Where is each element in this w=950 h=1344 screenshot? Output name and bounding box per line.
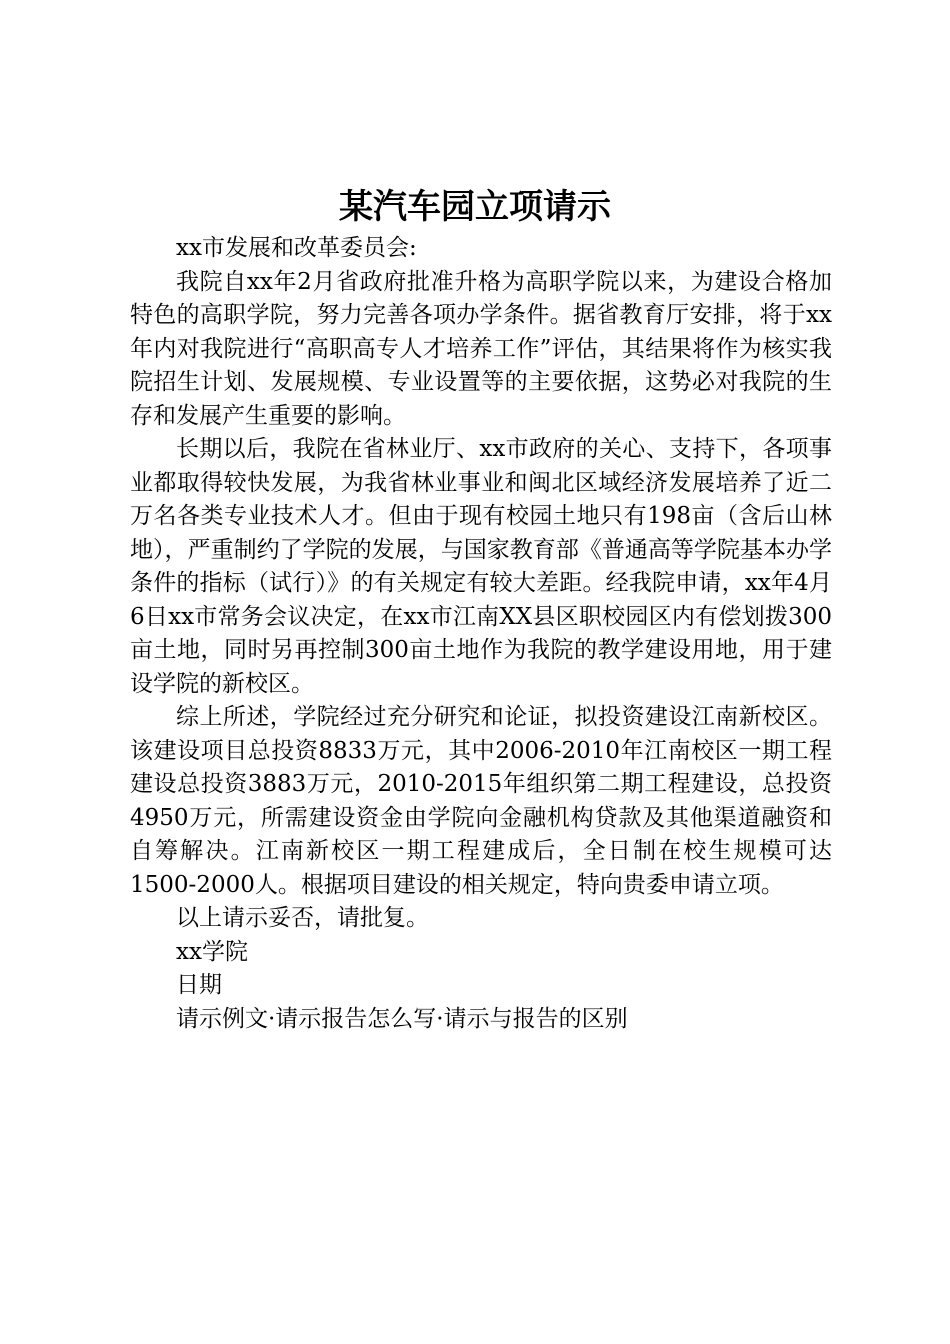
- related-topics: 请示例文·请示报告怎么写·请示与报告的区别: [176, 1005, 628, 1032]
- document-body: [130, 232, 832, 1036]
- signature-date: 日期: [176, 972, 222, 998]
- paragraph-background: 我院自xx年2月省政府批准升格为高职学院以来，为建设合格加特色的高职学院，努力完善各项办学条件。据省教育厅安排，将于xx年内对我院进行“高职高专人才培养工作”评估，其结果将作为核实我院招生计划、发展规模、专业设置等的主要依据，这势必对我院的生存和发展产生重要的影响。: [130, 268, 832, 429]
- salutation: xx市发展和改革委员会:: [176, 235, 417, 261]
- signature-institution: xx学院: [176, 938, 248, 965]
- closing-request: 以上请示妥否，请批复。: [176, 905, 429, 931]
- document-title: 某汽车园立项请示: [339, 187, 611, 227]
- paragraph-investment: 综上所述，学院经过充分研究和论证，拟投资建设江南新校区。该建设项目总投资8833万元，其中2006-2010年江南校区一期工程建设总投资3883万元，2010-2015年组织第二期工程建设，总投资4950万元，所需建设资金由学院向金融机构贷款及其他渠道融资和自筹解决。江南新校区一期工程建成后，全日制在校生规模可达1500-2000人。根据项目建设的相关规定，特向贵委申请立项。: [130, 704, 832, 898]
- paragraph-development: 长期以后，我院在省林业厅、xx市政府的关心、支持下，各项事业都取得较快发展，为我省林业事业和闽北区域经济发展培养了近二万名各类专业技术人才。但由于现有校园土地只有198亩（含后山林地），严重制约了学院的发展，与国家教育部《普通高等学院基本办学条件的指标（试行）》的有关规定有较大差距。经我院申请，xx年4月6日xx市常务会议决定，在xx市江南XX县区职校园区内有偿划拨300亩土地，同时另再控制300亩土地作为我院的教学建设用地，用于建设学院的新校区。: [130, 436, 832, 697]
